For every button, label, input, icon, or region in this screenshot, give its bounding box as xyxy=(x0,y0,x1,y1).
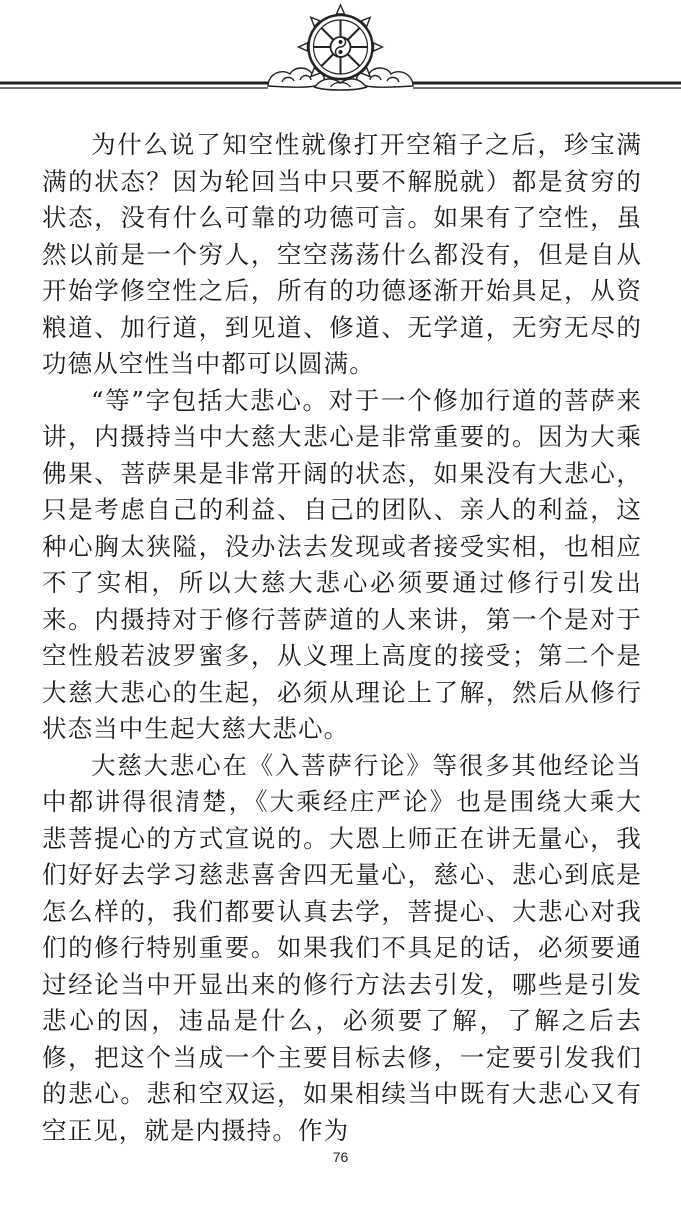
body-paragraph: 大慈大悲心在《入菩萨行论》等很多其他经论当中都讲得很清楚，《大乘经庄严论》也是围绕大乘大悲菩提心的方式宣说的。大恩上师正在讲无量心，我们好好去学习慈悲喜舍四无量心，慈心、悲心到底是怎么样的，我们都要认真去学，菩提心、大悲心对我们的修行特别重要。如果我们不具足的话，必须要通过经论当中开显出来的修行方法去引发，哪些是引发悲心的因，违品是什么，必须要了解，了解之后去修，把这个当成一个主要目标去修，一定要引发我们的悲心。悲和空双运，如果相续当中既有大悲心又有空正见，就是内摄持。作为 xyxy=(42,750,642,1145)
body-paragraph: “等”字包括大悲心。对于一个修加行道的菩萨来讲，内摄持当中大慈大悲心是非常重要的。因为大乘佛果、菩萨果是非常开阔的状态，如果没有大悲心，只是考虑自己的利益、自己的团队、亲人的利益，这种心胸太狭隘，没办法去发现或者接受实相，也相应不了实相，所以大慈大悲心必须要通过修行引发出来。内摄持对于修行菩萨道的人来讲，第一个是对于空性般若波罗蜜多，从义理上高度的接受；第二个是大慈大悲心的生起，必须从理论上了解，然后从修行状态当中生起大慈大悲心。 xyxy=(42,385,642,743)
body-paragraph: 为什么说了知空性就像打开空箱子之后，珍宝满满的状态？因为轮回当中只要不解脱就）都是贫穷的状态，没有什么可靠的功德可言。如果有了空性，虽然以前是一个穷人，空空荡荡什么都没有，但是自从开始学修空性之后，所有的功德逐渐开始具足，从资粮道、加行道，到见道、修道、无学道，无穷无尽的功德从空性当中都可以圆满。 xyxy=(42,130,642,378)
page-body xyxy=(42,127,642,1149)
dharma-wheel-icon xyxy=(299,5,383,90)
page-header-ornament xyxy=(0,0,681,110)
page-number: 76 xyxy=(332,1149,349,1165)
